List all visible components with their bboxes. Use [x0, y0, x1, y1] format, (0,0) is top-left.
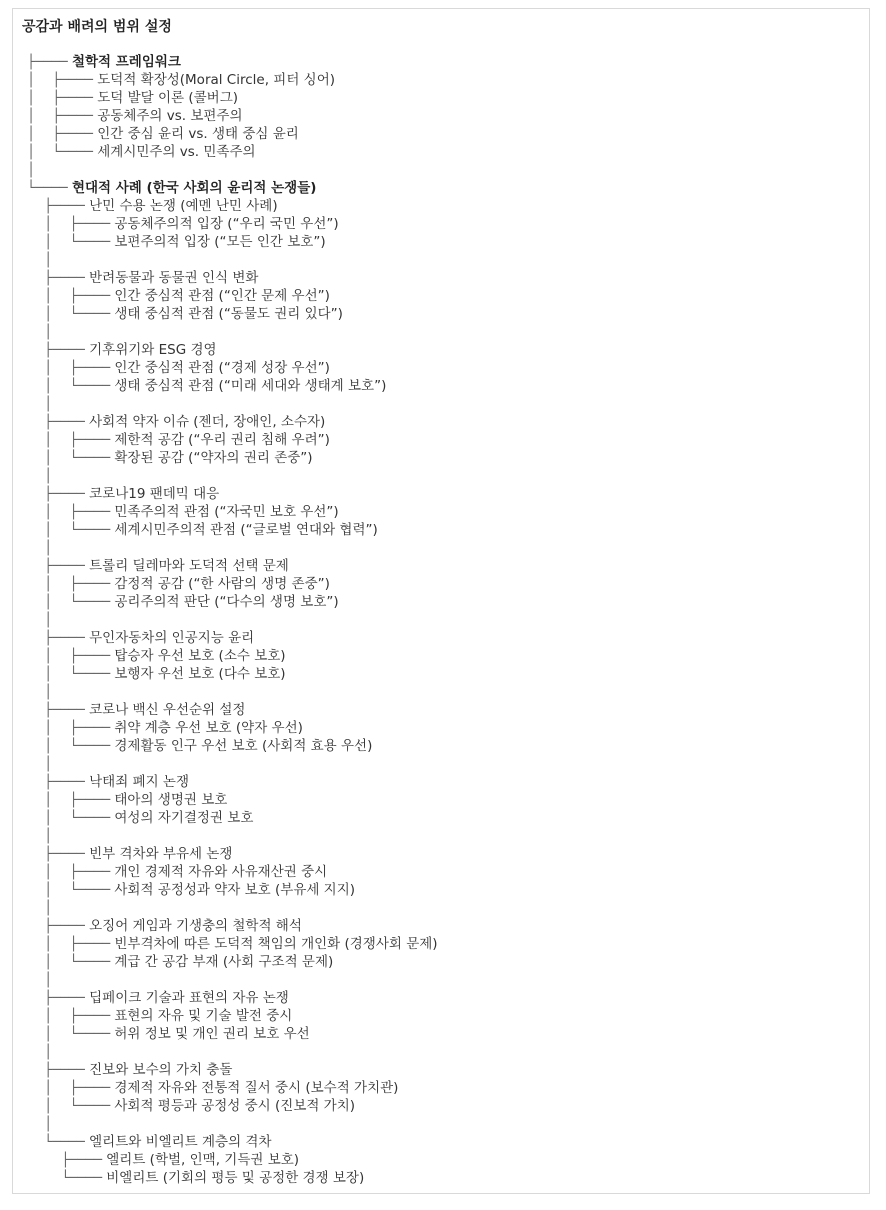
tree-node-label: 보행자 우선 보호 (다수 보호): [114, 666, 286, 682]
tree-node-label: 인간 중심적 관점 (“인간 문제 우선”): [114, 288, 330, 304]
tree-branch-lines: ├────: [27, 846, 90, 862]
tree-node-label: 인간 중심 윤리 vs. 생태 중심 윤리: [97, 126, 299, 142]
tree-node-label: 공동체주의 vs. 보편주의: [97, 108, 243, 124]
tree-branch-lines: ├────: [27, 486, 90, 502]
tree-branch-lines: ├────: [27, 918, 90, 934]
tree-node: [27, 377, 438, 395]
tree-node: [27, 935, 438, 953]
tree-node: [27, 503, 438, 521]
tree-branch-lines: │ ├────: [27, 432, 115, 448]
tree-node: [27, 431, 438, 449]
tree-branch-lines: ├────: [27, 198, 90, 214]
tree-node-label: 경제적 자유와 전통적 질서 중시 (보수적 가치관): [114, 1080, 399, 1096]
tree-node: [27, 215, 438, 233]
tree-branch-lines: │ └────: [27, 666, 115, 682]
tree-node-label: 개인 경제적 자유와 사유재산권 중시: [114, 864, 328, 880]
tree-branch-lines: │ ├────: [27, 576, 115, 592]
tree-branch-lines: ├────: [27, 774, 90, 790]
tree-node: [27, 773, 438, 791]
tree-node: [27, 593, 438, 611]
tree-node: [27, 305, 438, 323]
tree-branch-lines: ├────: [27, 558, 90, 574]
tree-connector-line: [27, 971, 438, 989]
tree-node-label: 세계시민주의적 관점 (“글로벌 연대와 협력”): [114, 522, 378, 538]
tree-node-label: 공동체주의적 입장 (“우리 국민 우선”): [114, 216, 339, 232]
tree-node-label: 코로나19 팬데믹 대응: [89, 486, 220, 502]
tree-node-label: 무인자동차의 인공지능 윤리: [89, 630, 255, 646]
tree-connector-line: [27, 161, 438, 179]
tree-branch-lines: │: [27, 1044, 53, 1060]
tree-node: [27, 575, 438, 593]
tree-branch-lines: │ ├────: [27, 90, 98, 106]
tree-branch-lines: │ └────: [27, 882, 115, 898]
tree-node-label: 탑승자 우선 보호 (소수 보호): [114, 648, 286, 664]
tree-node-label: 낙태죄 폐지 논쟁: [89, 774, 189, 790]
tree-node: [27, 989, 438, 1007]
tree-branch-lines: │ └────: [27, 594, 115, 610]
tree-node: [27, 449, 438, 467]
tree-branch-lines: ├────: [27, 54, 72, 70]
tree-branch-lines: │: [27, 252, 53, 268]
tree-node-label: 감정적 공감 (“한 사람의 생명 존중”): [114, 576, 330, 592]
tree-branch-lines: │ ├────: [27, 504, 115, 520]
tree-node-label: 도덕 발달 이론 (콜버그): [97, 90, 239, 106]
tree-branch-lines: │ └────: [27, 1098, 115, 1114]
tree-node-label: 보편주의적 입장 (“모든 인간 보호”): [114, 234, 326, 250]
tree-branch-lines: ├────: [27, 1152, 107, 1168]
tree-node: [27, 233, 438, 251]
tree-branch-lines: │ └────: [27, 810, 115, 826]
tree-node-label: 인간 중심적 관점 (“경제 성장 우선”): [114, 360, 330, 376]
tree-branch-lines: │: [27, 900, 53, 916]
tree-connector-line: [27, 539, 438, 557]
tree-branch-lines: └────: [27, 180, 72, 196]
tree-branch-lines: ├────: [27, 270, 90, 286]
tree-node-label: 도덕적 확장성(Moral Circle, 피터 싱어): [97, 72, 336, 88]
tree-node-label: 빈부격차에 따른 도덕적 책임의 개인화 (경쟁사회 문제): [114, 936, 438, 952]
tree-branch-lines: ├────: [27, 990, 90, 1006]
tree-node-label: 사회적 평등과 공정성 중시 (진보적 가치): [114, 1098, 356, 1114]
tree-node: [27, 359, 438, 377]
tree-node-label: 현대적 사례 (한국 사회의 윤리적 논쟁들): [71, 180, 317, 196]
tree-node-label: 민족주의적 관점 (“자국민 보호 우선”): [114, 504, 339, 520]
tree-node: [27, 647, 438, 665]
tree-node: [27, 287, 438, 305]
tree-connector-line: [27, 1043, 438, 1061]
tree-branch-lines: │ ├────: [27, 126, 98, 142]
tree-node-label: 난민 수용 논쟁 (예멘 난민 사례): [89, 198, 278, 214]
tree-node-label: 생태 중심적 관점 (“동물도 권리 있다”): [114, 306, 343, 322]
tree-node-label: 제한적 공감 (“우리 권리 침해 우려”): [114, 432, 330, 448]
tree-node: [27, 1169, 438, 1187]
tree-connector-line: [27, 611, 438, 629]
tree-branch-lines: │ └────: [27, 954, 115, 970]
tree-branch-lines: ├────: [27, 1062, 90, 1078]
tree-node-label: 경제활동 인구 우선 보호 (사회적 효용 우선): [114, 738, 373, 754]
tree-node-label: 딥페이크 기술과 표현의 자유 논쟁: [89, 990, 289, 1006]
tree-connector-line: [27, 251, 438, 269]
tree-node-label: 트롤리 딜레마와 도덕적 선택 문제: [89, 558, 289, 574]
tree-branch-lines: │ ├────: [27, 864, 115, 880]
tree-branch-lines: │ ├────: [27, 648, 115, 664]
tree-branch-lines: │ ├────: [27, 72, 98, 88]
tree-node: [27, 197, 438, 215]
tree-branch-lines: │ ├────: [27, 1008, 115, 1024]
tree-node-label: 태아의 생명권 보호: [114, 792, 228, 808]
tree-connector-line: [27, 755, 438, 773]
tree-branch-lines: │ └────: [27, 1026, 115, 1042]
tree-node-label: 오징어 게임과 기생충의 철학적 해석: [89, 918, 302, 934]
tree-connector-line: [27, 467, 438, 485]
tree-node-label: 표현의 자유 및 기술 발전 중시: [114, 1008, 293, 1024]
tree-node: [27, 701, 438, 719]
tree-node: [27, 1025, 438, 1043]
tree-node-label: 허위 정보 및 개인 권리 보호 우선: [114, 1026, 310, 1042]
tree-branch-lines: │ ├────: [27, 360, 115, 376]
tree-branch-lines: │: [27, 162, 36, 178]
tree-branch-lines: │ ├────: [27, 108, 98, 124]
tree-branch-lines: │: [27, 324, 53, 340]
tree-node-label: 엘리트 (학벌, 인맥, 기득권 보호): [106, 1152, 300, 1168]
tree-branch-lines: │ └────: [27, 378, 115, 394]
tree-branch-lines: │: [27, 468, 53, 484]
tree-branch-lines: │: [27, 828, 53, 844]
tree-node-label: 기후위기와 ESG 경영: [89, 342, 217, 358]
tree-branch-lines: │ └────: [27, 144, 98, 160]
tree-node: [27, 809, 438, 827]
tree-node-label: 반려동물과 동물권 인식 변화: [89, 270, 259, 286]
tree-node: [27, 1061, 438, 1079]
tree-node: [27, 1133, 438, 1151]
tree-branch-lines: │ └────: [27, 450, 115, 466]
tree-node-label: 빈부 격차와 부유세 논쟁: [89, 846, 233, 862]
tree-node: [27, 485, 438, 503]
tree-node-label: 엘리트와 비엘리트 계층의 격차: [89, 1134, 272, 1150]
tree-branch-lines: │ └────: [27, 738, 115, 754]
tree-node: [27, 557, 438, 575]
tree-branch-lines: │ ├────: [27, 288, 115, 304]
tree-branch-lines: │ └────: [27, 306, 115, 322]
tree-node-label: 사회적 약자 이슈 (젠더, 장애인, 소수자): [89, 414, 326, 430]
tree-connector-line: [27, 683, 438, 701]
tree-node: [27, 1151, 438, 1169]
tree-node-label: 코로나 백신 우선순위 설정: [89, 702, 246, 718]
tree-connector-line: [27, 899, 438, 917]
tree-node: [27, 521, 438, 539]
tree-branch-lines: │ ├────: [27, 1080, 115, 1096]
tree-node: [27, 89, 438, 107]
tree-connector-line: [27, 1115, 438, 1133]
tree-node: [27, 269, 438, 287]
tree-node: [27, 1097, 438, 1115]
tree-branch-lines: ├────: [27, 414, 90, 430]
tree-node: [27, 125, 438, 143]
tree-node-label: 계급 간 공감 부재 (사회 구조적 문제): [114, 954, 334, 970]
tree-node: [27, 737, 438, 755]
tree-branch-lines: └────: [27, 1134, 90, 1150]
tree-node: [27, 71, 438, 89]
tree-branch-lines: │: [27, 1116, 53, 1132]
tree-node: [27, 791, 438, 809]
tree-branch-lines: │: [27, 612, 53, 628]
tree-node-label: 비엘리트 (기회의 평등 및 공정한 경쟁 보장): [106, 1170, 365, 1186]
tree-branch-lines: ├────: [27, 702, 90, 718]
tree-connector-line: [27, 323, 438, 341]
tree-branch-lines: │ ├────: [27, 936, 115, 952]
tree-branch-lines: │ ├────: [27, 792, 115, 808]
tree-node-label: 사회적 공정성과 약자 보호 (부유세 지지): [114, 882, 356, 898]
tree-node: [27, 917, 438, 935]
tree-node: [27, 341, 438, 359]
tree-branch-lines: │: [27, 756, 53, 772]
tree-branch-lines: │ ├────: [27, 720, 115, 736]
tree-branch-lines: │ ├────: [27, 216, 115, 232]
tree-node: [27, 863, 438, 881]
tree-node-label: 세계시민주의 vs. 민족주의: [97, 144, 256, 160]
tree-node-label: 철학적 프레임워크: [71, 54, 181, 70]
tree-node-label: 생태 중심적 관점 (“미래 세대와 생태계 보호”): [114, 378, 387, 394]
tree-node: [27, 107, 438, 125]
tree-section-heading: [27, 53, 438, 71]
tree-list: [27, 53, 438, 1187]
tree-node: [27, 143, 438, 161]
tree-branch-lines: │: [27, 540, 53, 556]
tree-branch-lines: │ └────: [27, 522, 115, 538]
tree-branch-lines: │: [27, 396, 53, 412]
tree-branch-lines: │: [27, 972, 53, 988]
tree-node-label: 확장된 공감 (“약자의 권리 존중”): [114, 450, 313, 466]
tree-branch-lines: │: [27, 684, 53, 700]
tree-node: [27, 1079, 438, 1097]
tree-node: [27, 413, 438, 431]
tree-node-label: 공리주의적 판단 (“다수의 생명 보호”): [114, 594, 339, 610]
tree-node: [27, 1007, 438, 1025]
tree-node: [27, 665, 438, 683]
tree-node: [27, 953, 438, 971]
tree-branch-lines: ├────: [27, 342, 90, 358]
tree-node: [27, 845, 438, 863]
tree-connector-line: [27, 395, 438, 413]
tree-section-heading: [27, 179, 438, 197]
tree-node-label: 진보와 보수의 가치 충돌: [89, 1062, 233, 1078]
document-title: 공감과 배려의 범위 설정: [22, 19, 172, 35]
tree-node-label: 여성의 자기결정권 보호: [114, 810, 254, 826]
tree-node: [27, 719, 438, 737]
tree-node: [27, 881, 438, 899]
tree-branch-lines: ├────: [27, 630, 90, 646]
tree-node-label: 취약 계층 우선 보호 (약자 우선): [114, 720, 303, 736]
tree-branch-lines: │ └────: [27, 234, 115, 250]
tree-connector-line: [27, 827, 438, 845]
tree-node: [27, 629, 438, 647]
tree-branch-lines: └────: [27, 1170, 107, 1186]
tree-document: [12, 8, 870, 1194]
